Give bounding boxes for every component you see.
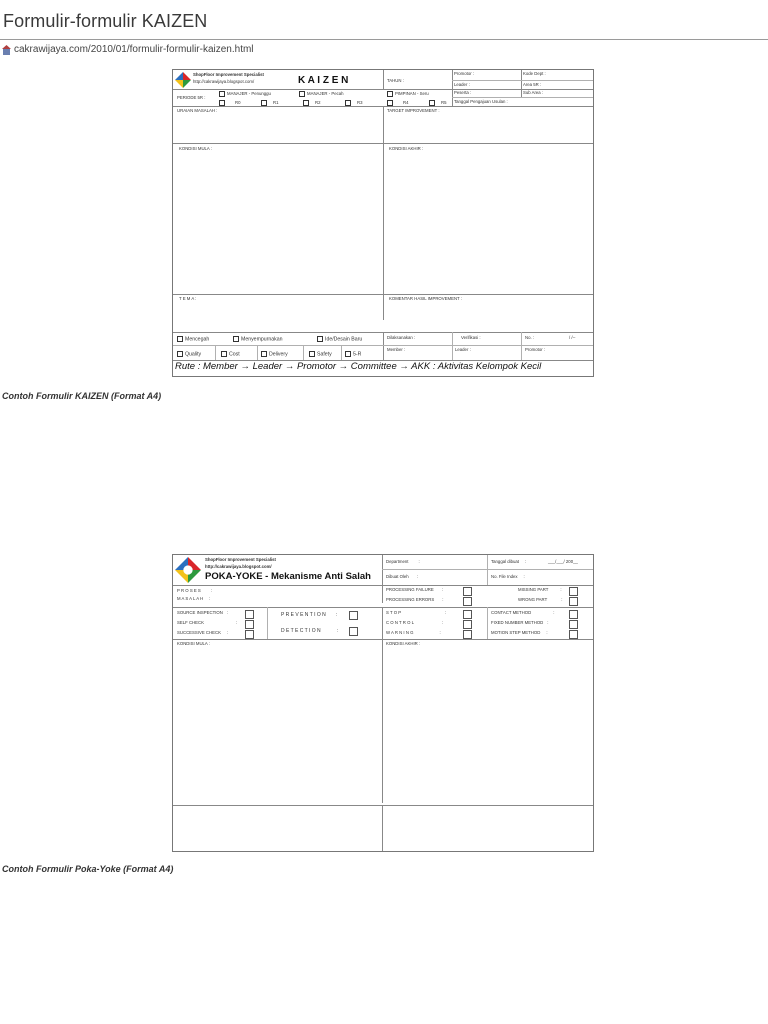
org-name: ShopFloor Improvement Specialist: [205, 557, 276, 562]
title-divider: [0, 39, 768, 40]
masalah-label: M A S A L A H :: [177, 596, 211, 601]
processing-errors-label: PROCESSING ERRORS :: [386, 597, 444, 602]
ide-desain-checkbox[interactable]: [317, 336, 323, 342]
kondisi-mula-label: KONDISI MULA :: [179, 146, 212, 151]
site-favicon-icon: [2, 45, 11, 55]
detection-label: D E T E C T I O N :: [281, 628, 339, 634]
no-value: / /--: [569, 335, 576, 340]
fixed-number-checkbox[interactable]: [569, 620, 578, 629]
tanggal-dibuat-value: ___/___/ 200__: [548, 559, 578, 564]
safety-checkbox[interactable]: [309, 351, 315, 357]
menyempurnakan-checkbox[interactable]: [233, 336, 239, 342]
no-label: No. :: [525, 335, 535, 340]
5r-checkbox[interactable]: [345, 351, 351, 357]
5r-option: 5-R: [345, 351, 361, 358]
uraian-masalah-label: URAIAN MASALAH :: [177, 108, 218, 113]
kaizen-caption: Contoh Formulir KAIZEN (Format A4): [2, 391, 162, 401]
pokayoke-caption: Contoh Formulir Poka-Yoke (Format A4): [2, 864, 174, 874]
member-label: Member :: [387, 347, 406, 352]
processing-failure-label: PROCESSING FAILURE :: [386, 587, 443, 592]
proses-label: P R O S E S :: [177, 588, 213, 593]
quality-option: Quality: [177, 351, 201, 358]
fixed-number-label: FIXED NUMBER METHOD :: [491, 620, 549, 625]
menyempurnakan-option: Menyempurnakan: [233, 336, 283, 343]
contact-method-checkbox[interactable]: [569, 610, 578, 619]
form-title: K A I Z E N: [298, 75, 349, 86]
source-inspection-checkbox[interactable]: [245, 610, 254, 619]
prevention-label: P R E V E N T I O N :: [281, 612, 338, 618]
processing-errors-checkbox[interactable]: [463, 597, 472, 606]
kondisi-akhir-label: KONDISI AKHIR :: [389, 146, 424, 151]
route-footer: Rute : Member → Leader → Promotor → Committee → AKK : Aktivitas Kelompok Kecil: [175, 361, 542, 372]
r3-option: R3: [345, 100, 363, 106]
prevention-checkbox[interactable]: [349, 611, 358, 620]
successive-check-label: SUCCESSIVE CHECK :: [177, 630, 229, 635]
wrong-part-label: WRONG PART :: [518, 597, 563, 602]
area-5r-label: Area 5R :: [523, 82, 542, 87]
mencegah-checkbox[interactable]: [177, 336, 183, 342]
ide-desain-option: Ide/Desain Baru: [317, 336, 362, 343]
kondisi-mula-label: KONDISI MULA :: [177, 641, 210, 646]
verifikasi-label: Verifikasi :: [461, 335, 481, 340]
warning-label: W A R N I N G :: [386, 630, 441, 635]
detection-checkbox[interactable]: [349, 627, 358, 636]
control-checkbox[interactable]: [463, 620, 472, 629]
motion-step-checkbox[interactable]: [569, 630, 578, 639]
leader-label: Leader :: [454, 82, 470, 87]
pimpinan-seru-checkbox[interactable]: [387, 91, 393, 97]
komentar-label: KOMENTAR HASIL IMPROVEMENT :: [389, 296, 462, 301]
tanggal-dibuat-label: Tanggal dibuat :: [491, 559, 527, 564]
dilaksanakan-label: Dilaksanakan :: [387, 335, 416, 340]
dibuat-oleh-label: Dibuat Oleh :: [386, 574, 418, 579]
self-check-checkbox[interactable]: [245, 620, 254, 629]
r0-option: R0: [219, 100, 241, 106]
manajer-penunggu-checkbox[interactable]: [219, 91, 225, 97]
successive-check-checkbox[interactable]: [245, 630, 254, 639]
delivery-option: Delivery: [261, 351, 288, 358]
r2-option: R2: [303, 100, 321, 106]
peserta-label: Peserta :: [454, 90, 472, 95]
source-link[interactable]: [2, 44, 254, 55]
promotor-label: Promotor :: [454, 71, 475, 76]
quality-checkbox[interactable]: [177, 351, 183, 357]
warning-checkbox[interactable]: [463, 630, 472, 639]
leader-sign-label: Leader :: [455, 347, 471, 352]
source-inspection-label: SOURCE INSPECTION :: [177, 610, 229, 615]
cost-option: Cost: [221, 351, 240, 358]
pimpinan-seru: PIMPINAN - Seru: [387, 91, 429, 97]
manajer-pecah-checkbox[interactable]: [299, 91, 305, 97]
kaizen-form: [172, 69, 594, 377]
stop-checkbox[interactable]: [463, 610, 472, 619]
target-improvement-label: TARGET IMPROVEMENT :: [387, 108, 440, 113]
org-url: http://cakrawijaya.blogspot.com/: [193, 79, 255, 84]
missing-part-checkbox[interactable]: [569, 587, 578, 596]
processing-failure-checkbox[interactable]: [463, 587, 472, 596]
r4-option: R4: [387, 100, 409, 106]
org-name: ShopFloor Improvement Specialist: [193, 72, 264, 77]
company-logo-icon: [175, 72, 191, 88]
kondisi-akhir-label: KONDISI AKHIR :: [386, 641, 421, 646]
manajer-penunggu: MANAJER - Penunggu: [219, 91, 271, 97]
periode-label: PERIODE 5R :: [177, 95, 206, 100]
no-file-index-label: No. File Index :: [491, 574, 525, 579]
wrong-part-checkbox[interactable]: [569, 597, 578, 606]
tanggal-pengajuan-label: Tanggal Pengajuan Usulan :: [454, 99, 508, 104]
stop-label: S T O P :: [386, 610, 447, 615]
company-logo-icon: [175, 557, 201, 583]
safety-option: Safety: [309, 351, 332, 358]
mencegah-option: Mencegah: [177, 336, 209, 343]
kode-dept-label: Kode Dept :: [523, 71, 546, 76]
tema-label: T E M A :: [179, 296, 197, 301]
manajer-pecah: MANAJER - Pecah: [299, 91, 344, 97]
r5-option: R5: [429, 100, 447, 106]
promotor-sign-label: Promotor :: [525, 347, 546, 352]
form-title: POKA-YOKE - Mekanisme Anti Salah: [205, 571, 371, 582]
page-title: Formulir-formulir KAIZEN: [3, 11, 208, 31]
delivery-checkbox[interactable]: [261, 351, 267, 357]
source-url[interactable]: cakrawijaya.com/2010/01/formulir-formulir-kaizen.html: [14, 44, 254, 55]
pokayoke-form: [172, 554, 594, 852]
org-url: http://cakrawijaya.blogspot.com/: [205, 564, 272, 569]
department-label: Department :: [386, 559, 420, 564]
sub-area-label: Sub Area :: [523, 90, 544, 95]
self-check-label: SELF CHECK :: [177, 620, 238, 625]
missing-part-label: MISSING PART :: [518, 587, 562, 592]
control-label: C O N T R O L :: [386, 620, 444, 625]
contact-method-label: CONTACT METHOD :: [491, 610, 555, 615]
motion-step-label: MOTION STEP METHOD :: [491, 630, 548, 635]
r1-option: R1: [261, 100, 279, 106]
cost-checkbox[interactable]: [221, 351, 227, 357]
tahun-label: TAHUN :: [387, 78, 404, 83]
